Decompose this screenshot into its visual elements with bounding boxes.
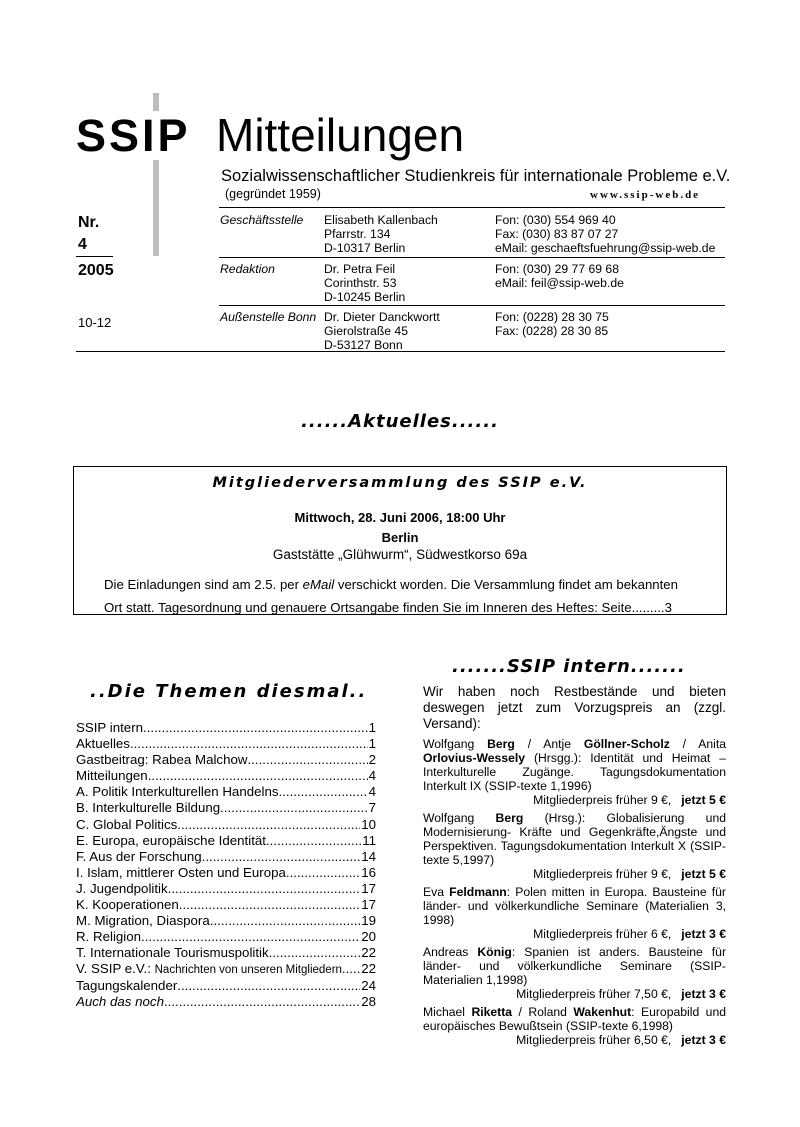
book-author-surname: Göllner-Scholz — [583, 737, 670, 751]
book-entry — [423, 945, 726, 1001]
book-text: Eva — [423, 885, 450, 899]
toc-leader-dots — [269, 945, 361, 961]
book-text: (Hrsg.): Globalisierung und Modernisierung- Kräfte und Gegenkräfte,Ängste und Perspektiven. Tagungsdokumentation Interkult X (SSIP-texte 5,1997) — [423, 811, 726, 867]
book-text: / Antje — [514, 737, 584, 751]
brand-title: Mitteilungen — [216, 109, 465, 161]
book-text: : Europabild und europäisches Bewußtsein (SSIP-texte 6,1998) — [423, 1005, 727, 1033]
note-email: eMail — [302, 577, 335, 592]
contact-label: Redaktion — [220, 262, 275, 276]
toc-entry-page: 7 — [368, 800, 376, 816]
price-old: Mitgliederpreis früher 9 €, — [533, 867, 672, 881]
toc-leader-dots — [247, 752, 367, 768]
toc-entry-page: 24 — [361, 977, 376, 993]
book-entry — [423, 811, 726, 881]
toc-entry-page: 16 — [361, 864, 376, 880]
book-text: / Anita — [669, 737, 727, 751]
brand-short: SSIP — [76, 110, 191, 161]
toc-entry[interactable] — [76, 881, 376, 897]
website-link[interactable]: www.ssip-web.de — [590, 189, 701, 201]
book-price — [423, 987, 726, 1001]
toc-leader-dots — [148, 736, 367, 752]
contact-details: Fon: (030) 554 969 40 Fax: (030) 83 87 07 27 eMail: geschaeftsfuehrung@ssip-web.de — [495, 213, 716, 255]
masthead-bar-top — [153, 93, 159, 111]
meeting-date: Mittwoch, 28. Juni 2006, 18:00 Uhr — [294, 510, 506, 525]
book-text: : Spanien ist anders. Bausteine für länder- und völkerkundliche Seminare (SSIP-Materialien 1,1998) — [423, 945, 726, 987]
note-text: Ort statt. Tagesordnung und genauere Ortsangabe finden Sie im Inneren des Heftes: Seite.........3 — [104, 600, 672, 615]
contact-row-bonn — [0, 310, 800, 354]
toc-entry-label: M. Migration, Diaspora — [76, 913, 210, 929]
toc-entry-label: I. Islam, mittlerer Osten und Europa — [76, 864, 286, 880]
book-author-surname: Feldmann — [449, 885, 507, 899]
toc-entry-page: 17 — [361, 880, 376, 896]
price-old: Mitgliederpreis früher 7,50 €, — [516, 987, 672, 1001]
book-author-surname: Berg — [487, 737, 515, 751]
note-text: Die Einladungen sind am 2.5. per — [104, 577, 303, 592]
aktuelles-heading: ......Aktuelles...... — [301, 411, 499, 432]
price-old: Mitgliederpreis früher 6,50 €, — [516, 1033, 672, 1047]
toc-entry-page: 14 — [361, 848, 376, 864]
contact-address: Dr. Dieter Danckwortt Gierolstraße 45 D-53127 Bonn — [324, 310, 440, 352]
meeting-note — [104, 573, 678, 619]
price-new: jetzt 3 € — [681, 987, 726, 1001]
toc-leader-dots — [177, 978, 360, 994]
book-price — [423, 1033, 726, 1047]
toc-entry-label: E. Europa, europäische Identität — [76, 832, 266, 848]
price-new: jetzt 5 € — [681, 867, 726, 881]
toc-entry[interactable] — [76, 833, 376, 849]
contact-rule-1 — [219, 257, 725, 258]
toc-leader-dots — [143, 720, 368, 736]
book-author-surname: Wakenhut — [573, 1005, 632, 1019]
contact-label: Außenstelle Bonn — [220, 310, 317, 324]
toc-entry-page: 2 — [368, 752, 376, 768]
book-entry — [423, 737, 726, 807]
issue-year: 2005 — [78, 262, 114, 279]
toc-entry[interactable] — [76, 929, 376, 945]
price-new: jetzt 5 € — [681, 793, 726, 807]
toc-entry-page: 20 — [361, 929, 376, 945]
price-new: jetzt 3 € — [681, 1033, 726, 1047]
toc-entry-label: A. Politik Interkulturellen Handelns — [76, 784, 279, 800]
toc-entry-page: 4 — [368, 768, 376, 784]
price-old: Mitgliederpreis früher 6 €, — [533, 927, 672, 941]
toc-entry-page: 4 — [368, 784, 376, 800]
book-author-surname: Orlovius-Wessely — [423, 751, 526, 765]
toc-entry[interactable] — [76, 736, 376, 752]
toc-entry[interactable] — [76, 961, 376, 977]
meeting-venue: Gaststätte „Glühwurm“, Südwestkorso 69a — [272, 547, 528, 562]
book-text: / Roland — [512, 1005, 574, 1019]
price-old: Mitgliederpreis früher 9 €, — [533, 793, 672, 807]
toc-entry[interactable] — [76, 897, 376, 913]
issue-label: Nr. — [78, 214, 100, 231]
contact-details: Fon: (030) 29 77 69 68 eMail: feil@ssip-web.de — [495, 262, 624, 290]
toc-entry[interactable] — [76, 720, 376, 736]
toc-leader-dots — [159, 768, 368, 784]
toc-entry[interactable] — [76, 800, 376, 816]
toc-leader-dots — [168, 881, 361, 897]
toc-leader-dots — [220, 800, 367, 816]
book-text: (Hrsgg.): Identität und Heimat – Interkulturelle Zugänge. Tagungsdokumentation Interkult IX (SSIP-texte 1,1996) — [423, 751, 726, 793]
toc-leader-dots — [286, 865, 360, 881]
intern-heading: .......SSIP intern....... — [452, 656, 686, 677]
toc-leader-dots — [179, 897, 360, 913]
contact-address: Elisabeth Kallenbach Pfarrstr. 134 D-10317 Berlin — [324, 213, 438, 255]
toc-entry-label: C. Global Politics — [76, 816, 178, 832]
toc-entry[interactable] — [76, 945, 376, 961]
toc-entry-page: 22 — [361, 945, 376, 961]
toc-entry-label: F. Aus der Forschung — [76, 848, 202, 864]
toc-leader-dots — [177, 817, 360, 833]
toc-entry[interactable] — [76, 994, 376, 1010]
toc-entry[interactable] — [76, 849, 376, 865]
issue-months: 10-12 — [78, 315, 112, 330]
header-rule-top — [219, 207, 725, 208]
book-text: Michael — [423, 1005, 472, 1019]
toc-entry-label: T. Internationale Tourismuspolitik — [76, 945, 269, 961]
price-new: jetzt 3 € — [681, 927, 726, 941]
contact-row-editorial — [0, 262, 800, 306]
meeting-announcement — [73, 466, 727, 615]
contact-details: Fon: (0228) 28 30 75 Fax: (0228) 28 30 85 — [495, 310, 609, 338]
founded-note: (gegründet 1959) — [225, 187, 321, 201]
book-text: Wolfgang — [423, 811, 496, 825]
toc-entry-page: 10 — [361, 816, 376, 832]
toc-entry[interactable] — [76, 817, 376, 833]
toc-leader-dots — [266, 833, 361, 849]
toc-entry-page: 17 — [361, 897, 376, 913]
toc-entry-label: V. SSIP e.V.: Nachrichten von unseren Mitgliedern — [76, 961, 342, 977]
toc-entry[interactable] — [76, 913, 376, 929]
book-author-surname: Berg — [495, 811, 524, 825]
issue-number: 4 — [78, 236, 87, 253]
book-text: Wolfgang — [423, 737, 488, 751]
toc-leader-dots — [164, 994, 360, 1010]
book-price — [423, 793, 726, 807]
note-text: verschickt worden. Die Versammlung findet am bekannten — [334, 577, 678, 592]
book-author-surname: Riketta — [471, 1005, 513, 1019]
toc-leader-dots — [141, 929, 360, 945]
book-price — [423, 927, 726, 941]
toc-entry-label: Auch das noch — [76, 993, 164, 1009]
toc-entry-label: K. Kooperationen — [76, 897, 179, 913]
book-price — [423, 867, 726, 881]
book-text: : Polen mitten in Europa. Bausteine für länder- und völkerkundliche Seminare (Materialien 3, 1998) — [423, 885, 726, 927]
toc-entry-label: SSIP intern — [76, 720, 144, 735]
toc-entry-page: 19 — [361, 913, 376, 929]
toc-leader-dots — [342, 961, 360, 977]
toc-leader-dots — [202, 849, 361, 865]
book-entry — [423, 885, 726, 941]
toc-entry-label: Aktuelles..... — [76, 736, 149, 752]
toc-entry-page: 11 — [362, 832, 376, 848]
book-author-surname: König — [477, 945, 512, 959]
intern-section — [423, 684, 726, 1051]
toc-entry-page: 1 — [368, 720, 376, 735]
contact-row-office — [0, 213, 800, 257]
toc-entry-page: 28 — [361, 993, 376, 1009]
toc-entry-label: B. Interkulturelle Bildung — [76, 800, 221, 816]
toc-entry-page: 1 — [368, 736, 376, 752]
toc-entry-label: Tagungskalender — [76, 977, 178, 993]
toc-entry-label: R. Religion — [76, 929, 142, 945]
toc-entry[interactable] — [76, 752, 376, 768]
toc-entry[interactable] — [76, 784, 376, 800]
toc-entry-page: 22 — [361, 961, 376, 977]
contact-label: Geschäftsstelle — [220, 213, 304, 227]
toc-heading: ..Die Themen diesmal.. — [90, 681, 368, 702]
intern-intro: Wir haben noch Restbestände und bieten deswegen jetzt zum Vorzugspreis an (zzgl. Versand): — [423, 684, 726, 731]
toc-entry-label: Gastbeitrag: Rabea Malchow — [76, 752, 248, 768]
book-text: Andreas — [423, 945, 478, 959]
meeting-title: Mitgliederversammlung des SSIP e.V. — [212, 475, 588, 491]
toc-entry[interactable] — [76, 865, 376, 881]
meeting-city: Berlin — [381, 530, 419, 545]
org-name: Sozialwissenschaftlicher Studienkreis für internationale Probleme e.V. — [221, 167, 731, 185]
toc-entry[interactable] — [76, 768, 376, 784]
toc-entry-label: Mitteilungen... — [76, 768, 159, 784]
book-entry — [423, 1005, 726, 1047]
toc-entry-label: J. Jugendpolitik — [76, 880, 168, 896]
toc-leader-dots — [279, 784, 368, 800]
toc-entry[interactable] — [76, 978, 376, 994]
table-of-contents — [76, 720, 376, 1010]
contact-address: Dr. Petra Feil Corinthstr. 53 D-10245 Berlin — [324, 262, 406, 304]
toc-leader-dots — [210, 913, 360, 929]
